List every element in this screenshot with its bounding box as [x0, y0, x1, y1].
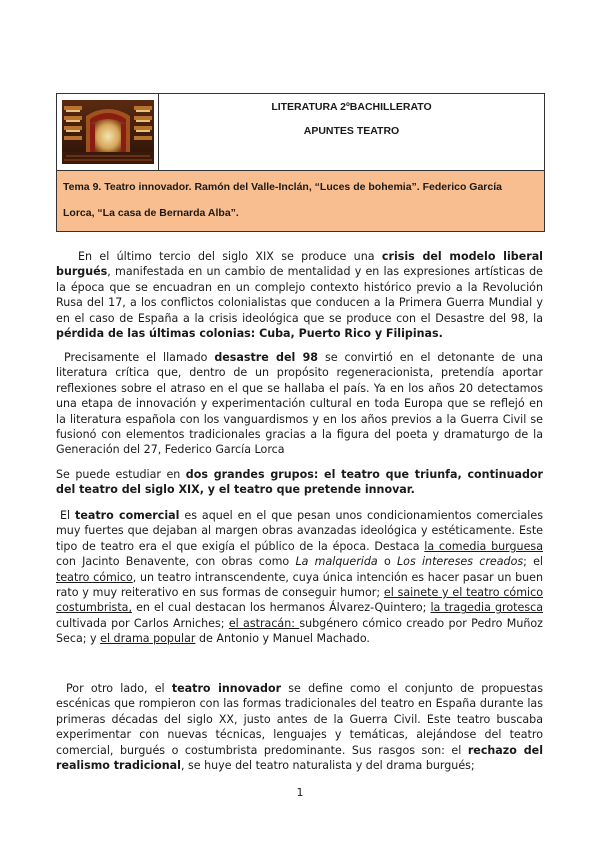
topic-line-1: Tema 9. Teatro innovador. Ramón del Valle-Inclán, “Luces de bohemia”. Federico García [63, 181, 502, 193]
topic-row [57, 171, 544, 231]
header-title-cell [159, 94, 544, 170]
p4-underline-comedia: la comedia burguesa [424, 539, 543, 553]
paragraph-1 [56, 249, 543, 341]
paragraph-5 [56, 681, 543, 773]
p4-underline-comico: teatro cómico [56, 570, 133, 584]
paragraph-3 [56, 467, 543, 498]
p4-text-c: es aquel en el que pesan unos condicionamientos comerciales muy fuertes que dejaban al margen obras avanzadas ideológica y estéticamente. Este tipo de teatro era el que exigía el público de la época. Destaca [56, 509, 543, 553]
p4-text-h: en el cual destacan los hermanos Álvarez-Quintero; [132, 601, 431, 615]
p2-text-a: Precisamente el llamado [64, 351, 215, 364]
p4-text-d: con Jacinto Benavente, con obras como [56, 555, 296, 569]
p4-text-g: , un teatro intranscendente, cuya única intención es hacer pasar un buen rato y muy reiterativo en sus formas de conseguir humor; [56, 570, 543, 600]
p4-italic-malquerida: La malquerida [295, 555, 378, 569]
p3-text-a: Se puede estudiar en [56, 468, 186, 481]
p4-text-j: subgénero cómico creado por Pedro Muñoz Seca; y [56, 616, 544, 646]
paragraph-2 [56, 350, 543, 458]
p4-underline-astracan: el astracán: [228, 616, 300, 630]
p4-text-a: El [60, 509, 76, 522]
p4-italic-intereses: Los intereses creados [396, 555, 524, 569]
header-subtitle: APUNTES TEATRO [303, 125, 400, 137]
p4-text-f: ; el [523, 555, 544, 569]
header-image-cell [57, 94, 159, 170]
p1-text-c: , manifestada en un cambio de mentalidad y en las expresiones artísticas de la época que se encuadran en un complejo contexto histórico previo a la Revolución Rusa del 17, a los conflictos colonialistas que conducen a la Primera Guerra Mundial y en el caso de España a la crisis ideológica que se produce con el Desastre del 98, la [56, 265, 543, 325]
p3-bold-grupos: dos grandes grupos: el teatro que triunfa, continuador del teatro del siglo XIX, y el teatro que pretende innovar. [56, 468, 543, 497]
p1-bold-colonias: pérdida de las últimas colonias: Cuba, Puerto Rico y Filipinas. [56, 327, 443, 341]
p2-bold-desastre: desastre del 98 [214, 351, 319, 364]
header-table [56, 93, 545, 232]
p1-bold-crisis: crisis del modelo liberal burgués [56, 250, 543, 279]
p5-bold-innovador: teatro innovador [171, 682, 282, 695]
p5-text-e: , se huye del teatro naturalista y del drama burgués; [180, 759, 475, 773]
p4-underline-drama: el drama popular [100, 632, 196, 646]
p2-text-c: se convirtió en el detonante de una literatura crítica que, dentro de un propósito regeneracionista, pretendía aportar reflexiones sobre el atraso en el que se hallaba el país. Ya en los años 20 detectamos una etapa de innovación y experimentación cultural en toda Europa que se reflejó en la literatura española con los vanguardismos y en los años previos a la Guerra Civil se fusionó con elementos tradicionales gracias a la figura del poeta y dramaturgo de la Generación del 27, Federico García Lorca [56, 351, 544, 457]
header-title: LITERATURA 2ºBACHILLERATO [271, 101, 432, 113]
p1-text-a: En el último tercio del siglo XIX se produce una [78, 250, 382, 263]
p4-text-i: cultivada por Carlos Arniches; [56, 616, 229, 630]
topic-line-2: Lorca, “La casa de Bernarda Alba”. [63, 207, 239, 219]
p4-text-e: o [377, 555, 397, 569]
header-top-row [57, 94, 544, 171]
p4-underline-sainete: el sainete y el teatro cómico costumbrista, [56, 586, 543, 615]
p5-text-a: Por otro lado, el [66, 682, 172, 695]
p4-text-k: de Antonio y Manuel Machado. [195, 632, 370, 646]
p4-underline-tragedia: la tragedia grotesca [430, 601, 543, 615]
theater-stage-image [62, 100, 154, 164]
p5-bold-rechazo: rechazo del realismo tradicional [56, 743, 543, 773]
paragraph-4 [56, 508, 543, 647]
page-number: 1 [296, 786, 304, 799]
p5-text-c: se define como el conjunto de propuestas escénicas que rompieron con las formas tradicionales del teatro en España durante las primeras décadas del siglo XX, justo antes de la Guerra Civil. Este teatro buscaba experimentar con nuevas técnicas, lenguajes y temáticas, alejándose del teatro comercial, burgués o costumbrista predominante. Sus rasgos son: el [56, 682, 543, 757]
p4-bold-comercial: teatro comercial [75, 509, 180, 522]
